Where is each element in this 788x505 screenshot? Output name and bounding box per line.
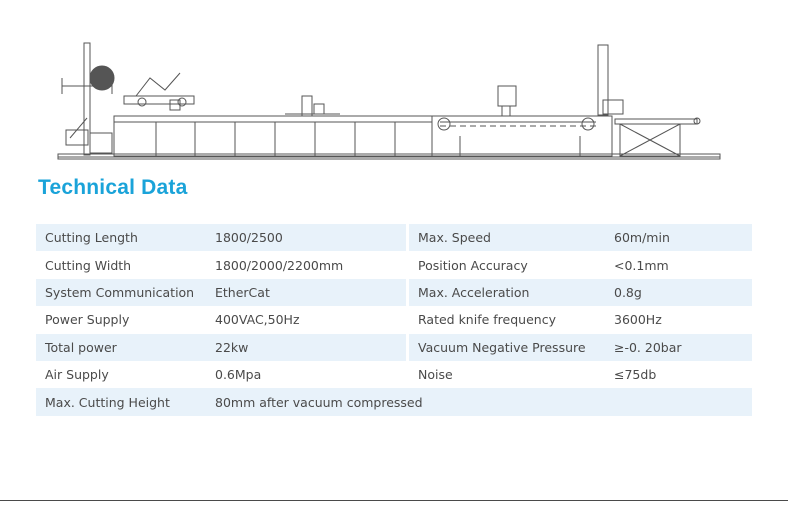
- spec-value: 0.8g: [605, 279, 752, 306]
- table-row: [36, 361, 752, 388]
- section-title: Technical Data: [38, 176, 188, 199]
- spec-label: Max. Speed: [409, 224, 605, 251]
- table-row: [36, 334, 752, 361]
- spec-label: Position Accuracy: [418, 257, 528, 273]
- table-row: [36, 279, 752, 306]
- spec-label: Power Supply: [45, 312, 130, 328]
- spec-value: 0.6Mpa: [215, 367, 262, 383]
- spec-value: 22kw: [206, 334, 406, 361]
- spec-value: 400VAC,50Hz: [215, 312, 300, 328]
- technical-data-table: [36, 224, 752, 416]
- spec-label: Max. Cutting Height: [36, 388, 206, 415]
- table-row: [36, 224, 752, 251]
- spec-value: 60m/min: [605, 224, 752, 251]
- spec-label: Noise: [418, 367, 453, 383]
- spec-label: Total power: [36, 334, 206, 361]
- spec-label: Max. Acceleration: [409, 279, 605, 306]
- table-row: [36, 388, 752, 415]
- spec-label: Cutting Width: [45, 257, 132, 273]
- spec-value: 80mm after vacuum compressed: [206, 388, 752, 415]
- spec-label: Air Supply: [45, 367, 109, 383]
- spec-value: <0.1mm: [614, 257, 669, 273]
- spec-label: Cutting Length: [36, 224, 206, 251]
- spec-value: ≤75db: [614, 367, 657, 383]
- spec-value: 3600Hz: [614, 312, 662, 328]
- spec-label: Rated knife frequency: [418, 312, 556, 328]
- spec-value: 1800/2500: [206, 224, 406, 251]
- spec-label: Vacuum Negative Pressure: [409, 334, 605, 361]
- table-row: [36, 251, 752, 278]
- spec-value: EtherCat: [206, 279, 406, 306]
- cutting-machine-illustration: [40, 18, 740, 168]
- spec-value: 1800/2000/2200mm: [215, 257, 344, 273]
- table-row: [36, 306, 752, 333]
- spec-label: System Communication: [36, 279, 206, 306]
- bottom-divider: [0, 500, 788, 501]
- spec-value: ≥-0. 20bar: [605, 334, 752, 361]
